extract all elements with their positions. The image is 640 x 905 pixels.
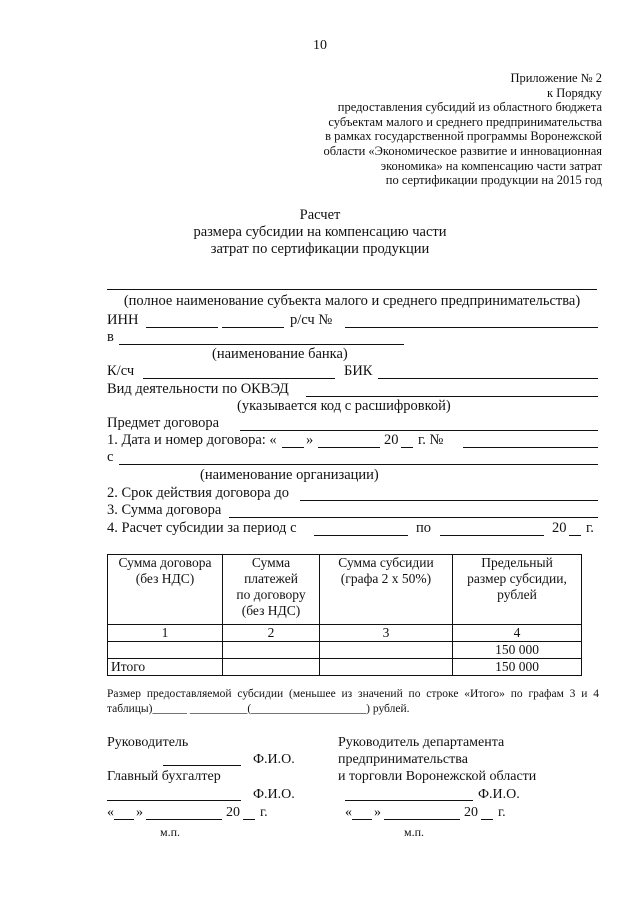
with-label: с — [107, 449, 114, 465]
left-date-close: » — [136, 805, 143, 820]
subsidy-amount-note: Размер предоставляемой субсидии (меньшее из значений по строке «Итого» по графам 3 и 4 таблицы)______ __________(____________________) рублей. — [107, 688, 599, 715]
header-text: (без НДС) — [241, 603, 301, 618]
bank-field[interactable] — [119, 344, 404, 345]
table-cell: 3 — [320, 625, 453, 642]
appendix-line: субъектам малого и среднего предпринимательства — [328, 114, 602, 129]
item1-quote: » — [306, 432, 314, 448]
inn-field-part1[interactable] — [146, 327, 218, 328]
corr-account-field[interactable] — [143, 378, 335, 379]
left-date-month-field[interactable] — [146, 819, 222, 820]
item4-from-field[interactable] — [314, 535, 408, 536]
inn-label: ИНН — [107, 312, 139, 328]
left-date-day-field[interactable] — [114, 819, 134, 820]
item4-year-field[interactable] — [569, 535, 581, 536]
table-cell[interactable] — [320, 659, 453, 676]
head-label: Руководитель — [107, 735, 189, 750]
table-row — [108, 642, 582, 659]
table-header-cell — [223, 555, 320, 625]
accountant-signature-field[interactable] — [107, 800, 241, 801]
header-text: рублей — [497, 587, 537, 602]
department-head-line2: предпринимательства — [338, 752, 468, 767]
bank-in-label: в — [107, 329, 114, 345]
table-cell: 4 — [453, 625, 582, 642]
header-text: Сумма договора — [118, 555, 212, 570]
item3-field[interactable] — [229, 517, 598, 518]
left-stamp-place: м.п. — [160, 825, 181, 839]
department-fio: Ф.И.О. — [478, 787, 520, 802]
account-label: р/сч № — [290, 312, 333, 328]
left-date-open: « — [107, 805, 114, 820]
organization-field[interactable] — [119, 464, 598, 465]
item1-year-field[interactable] — [401, 447, 413, 448]
appendix-line: экономика» на компенсацию части затрат — [380, 158, 602, 173]
item2-label: 2. Срок действия договора до — [107, 485, 289, 501]
table-header-cell — [453, 555, 582, 625]
right-date-year-field[interactable] — [481, 819, 493, 820]
right-date-month-field[interactable] — [384, 819, 460, 820]
full-name-caption: (полное наименование субъекта малого и среднего предпринимательства) — [123, 293, 581, 309]
right-date-day-field[interactable] — [352, 819, 372, 820]
item4-year-suffix: г. — [586, 520, 594, 536]
appendix-line: области «Экономическое развитие и инновационная — [323, 143, 602, 158]
table-cell: Итого — [108, 659, 223, 676]
subject-label: Предмет договора — [107, 415, 220, 431]
full-name-field[interactable] — [107, 289, 597, 290]
item4-to-label: по — [416, 520, 432, 536]
table-cell: 2 — [223, 625, 320, 642]
item2-field[interactable] — [300, 500, 598, 501]
header-text: платежей — [244, 571, 298, 586]
right-date-close: » — [374, 805, 381, 820]
page-number: 10 — [313, 38, 327, 53]
appendix-line: в рамках государственной программы Воронежской — [325, 129, 602, 144]
right-date-open: « — [345, 805, 352, 820]
head-signature-field[interactable] — [163, 765, 241, 766]
item4-to-field[interactable] — [440, 535, 544, 536]
item1-number-field[interactable] — [463, 447, 598, 448]
table-cell: 150 000 — [453, 659, 582, 676]
item1-month-field[interactable] — [318, 447, 380, 448]
title-line: размера субсидии на компенсацию части — [193, 224, 447, 240]
accountant-fio: Ф.И.О. — [253, 787, 295, 802]
item1-label: 1. Дата и номер договора: « — [107, 432, 277, 448]
table-cell[interactable] — [320, 642, 453, 659]
header-text: (без НДС) — [135, 571, 195, 586]
right-date-year: 20 — [464, 805, 478, 820]
table-header-cell — [320, 555, 453, 625]
department-head-line1: Руководитель департамента — [338, 735, 505, 750]
header-text: по договору — [236, 587, 306, 602]
appendix-line: Приложение № 2 — [510, 71, 602, 85]
inn-field-part2[interactable] — [222, 327, 284, 328]
table-cell[interactable] — [108, 642, 223, 659]
organization-caption: (наименование организации) — [200, 467, 379, 483]
okved-label: Вид деятельности по ОКВЭД — [107, 381, 289, 397]
item3-label: 3. Сумма договора — [107, 502, 222, 518]
table-header-cell — [108, 555, 223, 625]
account-field[interactable] — [345, 327, 598, 328]
left-date-year-field[interactable] — [243, 819, 255, 820]
department-signature-field[interactable] — [345, 800, 473, 801]
document-title — [0, 207, 640, 258]
table-cell[interactable] — [223, 642, 320, 659]
table-cell[interactable] — [223, 659, 320, 676]
subject-field[interactable] — [240, 430, 598, 431]
bank-caption: (наименование банка) — [212, 346, 348, 362]
appendix-line: к Порядку — [547, 85, 602, 100]
appendix-line: предоставления субсидий из областного бюджета — [337, 100, 602, 115]
table-column-number-row — [108, 625, 582, 642]
item1-year-suffix: г. № — [418, 432, 444, 448]
bik-label: БИК — [344, 363, 373, 379]
appendix-heading — [324, 71, 603, 188]
table-cell: 150 000 — [453, 642, 582, 659]
table-cell: 1 — [108, 625, 223, 642]
header-text: Предельный — [481, 555, 553, 570]
left-date-suffix: г. — [260, 805, 268, 820]
okved-field[interactable] — [306, 396, 598, 397]
header-text: Сумма субсидии — [338, 555, 434, 570]
item4-label: 4. Расчет субсидии за период с — [107, 520, 297, 536]
item4-year: 20 — [552, 520, 567, 536]
title-line: затрат по сертификации продукции — [210, 241, 430, 257]
item1-year: 20 — [384, 432, 399, 448]
accountant-label: Главный бухгалтер — [107, 769, 221, 784]
header-text: (графа 2 х 50%) — [340, 571, 432, 586]
bik-field[interactable] — [378, 378, 598, 379]
header-text: размер субсидии, — [467, 571, 567, 586]
head-fio: Ф.И.О. — [253, 752, 295, 767]
table-header-row — [108, 555, 582, 625]
right-date-suffix: г. — [498, 805, 506, 820]
left-date-year: 20 — [226, 805, 240, 820]
title-line: Расчет — [299, 207, 341, 223]
department-head-line3: и торговли Воронежской области — [338, 769, 537, 784]
corr-account-label: К/сч — [107, 363, 135, 379]
okved-caption: (указывается код с расшифровкой) — [237, 398, 451, 414]
subsidy-table — [107, 554, 582, 676]
appendix-line: по сертификации продукции на 2015 год — [385, 173, 602, 188]
table-total-row — [108, 659, 582, 676]
right-stamp-place: м.п. — [404, 825, 425, 839]
header-text: Сумма — [251, 555, 291, 570]
item1-day-field[interactable] — [282, 447, 304, 448]
